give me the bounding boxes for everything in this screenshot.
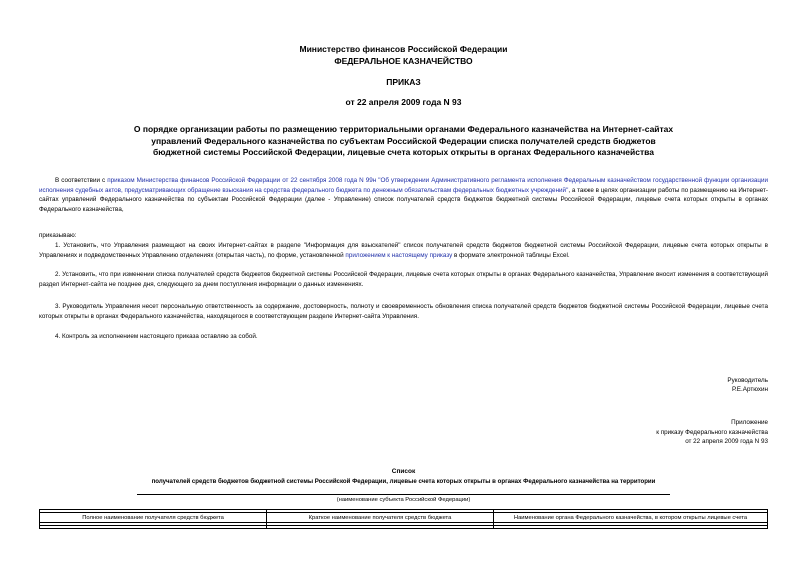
subject-caption: (наименование субъекта Российской Федерации) xyxy=(336,497,471,503)
item-4 xyxy=(39,332,768,342)
list-subtitle: получателей средств бюджетов бюджетной системы Российской Федерации, лицевые счета которых открыты в органах Федерального казначейства на территории xyxy=(151,478,656,485)
signature-role: Руководитель xyxy=(727,377,768,384)
doc-type: ПРИКАЗ xyxy=(386,77,421,87)
preamble-paragraph xyxy=(39,176,768,214)
appendix-link[interactable]: приложением к настоящему приказу xyxy=(345,251,453,259)
appendix-to-order: к приказу Федерального казначейства xyxy=(656,429,768,436)
treasury-title: ФЕДЕРАЛЬНОЕ КАЗНАЧЕЙСТВО xyxy=(334,56,473,66)
doc-title xyxy=(0,124,807,159)
recipients-table xyxy=(39,509,768,529)
item-2 xyxy=(39,270,768,289)
appendix-label: Приложение xyxy=(731,419,768,426)
doc-date-number: от 22 апреля 2009 года N 93 xyxy=(345,97,462,107)
table-cell xyxy=(267,526,494,529)
doc-title-line: управлений Федерального казначейства по субъектам Российской Федерации списка получателей средств бюджетов xyxy=(151,135,656,146)
subject-underline xyxy=(137,494,670,495)
item-1 xyxy=(39,241,768,260)
table-cell xyxy=(40,526,267,529)
order-word: приказываю: xyxy=(39,232,77,239)
appendix-date: от 22 апреля 2009 года N 93 xyxy=(685,438,768,445)
table-row xyxy=(40,526,768,529)
table-header-treasury-body: Наименование органа Федерального казначейства, в котором открыты лицевые счета xyxy=(494,513,768,523)
preamble-text-end: , а также в целях организации работы по размещению на Интернет-сайтах управлений Федерального казначейства по субъектам Российской Федерации (далее - Управление) список получателей средств бюджетов бюджетной системы Российской Федерации, лицевые счета которых открыты в органах Федерального казначейства, xyxy=(39,186,768,213)
list-title: Список xyxy=(391,468,416,475)
item-3 xyxy=(39,302,768,321)
order-99n-link[interactable]: приказом Министерства финансов Российской Федерации от 22 сентября 2008 года N 99н "Об утверждении Административного регламента исполнения Федеральным казначейством государственной функции организации исполнения судебных актов, предусматривающих обращение взыскания на средства федерального бюджета по денежным обязательствам федеральных бюджетных учреждений" xyxy=(39,177,768,194)
table-header-short-name: Краткое наименование получателя средств бюджета xyxy=(267,513,494,523)
doc-title-line: О порядке организации работы по размещению территориальными органами Федерального казначейства на Интернет-сайтах xyxy=(133,124,674,134)
doc-title-line: бюджетной системы Российской Федерации, лицевые счета которых открыты в органах Федерального казначейства xyxy=(152,147,654,157)
item-3-text: 3. Руководитель Управления несет персональную ответственность за содержание, достоверность, полноту и своевременность обновления списка получателей средств бюджетов бюджетной системы Российской Федерации, лицевые счета которых открыты в органах Федерального казначейства, находящегося в соответствующем разделе Интернет-сайта Управления. xyxy=(39,303,768,320)
signature-name: Р.Е.Артюхин xyxy=(732,386,768,393)
ministry-title: Министерство финансов Российской Федерации xyxy=(299,44,508,54)
table-header-full-name: Полное наименование получателя средств бюджета xyxy=(40,513,267,523)
table-header-row xyxy=(40,513,768,523)
preamble-text: В соответствии с xyxy=(55,177,108,184)
item-4-text: 4. Контроль за исполнением настоящего приказа оставляю за собой. xyxy=(55,333,258,340)
item-1-text: 1. Установить, что Управления размещают на своих Интернет-сайтах в разделе "Информация для взыскателей" список получателей средств бюджетов бюджетной системы Российской Федерации, лицевые счета которых открыты в Управлениях и подведомственных Управлению отделениях (открытая часть), по форме, установленной xyxy=(39,242,768,259)
item-2-text: 2. Установить, что при изменении списка получателей средств бюджетов бюджетной системы Российской Федерации, лицевые счета которых открыты в органах Федерального казначейства, Управление вносит изменения в соответствующий раздел Интернет-сайта не позднее дня, следующего за днем поступления информации о данных изменениях. xyxy=(39,271,768,288)
table-cell xyxy=(494,526,768,529)
item-1-text-end: в формате электронной таблицы Excel. xyxy=(452,251,570,259)
